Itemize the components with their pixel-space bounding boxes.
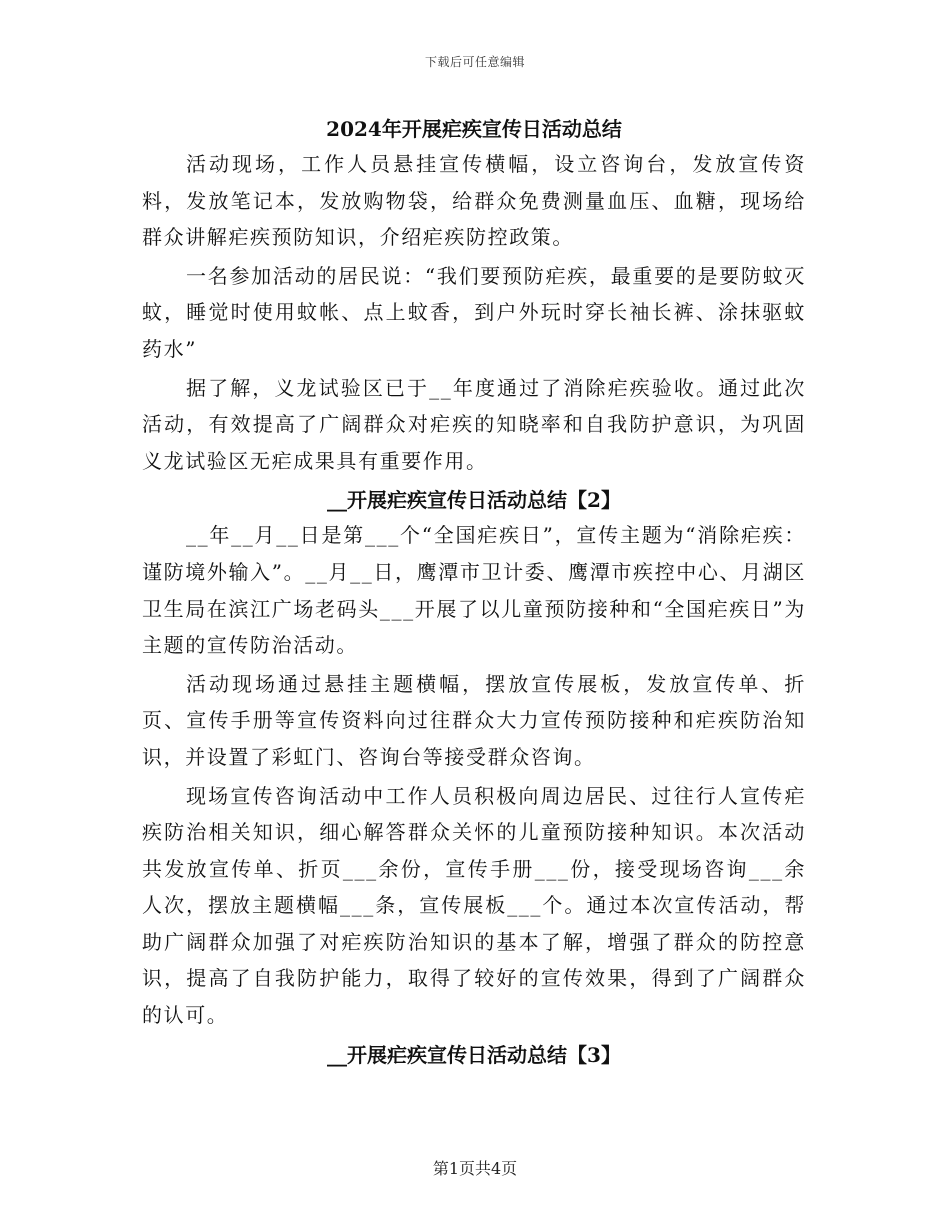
section-1-paragraph-3: 据了解，义龙试验区已于__年度通过了消除疟疾验收。通过此次活动，有效提高了广阔群众对疟疾的知晓率和自我防护意识，为巩固义龙试验区无疟成果具有重要作用。 [142, 375, 806, 473]
section-2-paragraph-2: 活动现场通过悬挂主题横幅，摆放宣传展板，发放宣传单、折页、宣传手册等宣传资料向过往群众大力宣传预防接种和疟疾防治知识，并设置了彩虹门、咨询台等接受群众咨询。 [142, 671, 806, 769]
section-1-paragraph-1: 活动现场，工作人员悬挂宣传横幅，设立咨询台，发放宣传资料，发放笔记本，发放购物袋，给群众免费测量血压、血糖，现场给群众讲解疟疾预防知识，介绍疟疾防控政策。 [142, 152, 806, 250]
header-note: 下载后可任意编辑 [424, 55, 525, 69]
page-footer: 第1页共4页 [432, 1159, 518, 1178]
section-2-paragraph-3: 现场宣传咨询活动中工作人员积极向周边居民、过往行人宣传疟疾防治相关知识，细心解答群众关怀的儿童预防接种知识。本次活动共发放宣传单、折页___余份，宣传手册___份，接受现场咨询___余人次，摆放主题横幅___条，宣传展板___个。通过本次宣传活动，帮助广阔群众加强了对疟疾防治知识的基本了解，增强了群众的防控意识，提高了自我防护能力，取得了较好的宣传效果，得到了广阔群众的认可。 [142, 783, 806, 1028]
section-2-paragraph-1: __年__月__日是第___个“全国疟疾日”，宣传主题为“消除疟疾：谨防境外输入”。__月__日，鹰潭市卫计委、鹰潭市疾控中心、月湖区卫生局在滨江广场老码头___开展了以儿童预防接种和“全国疟疾日”为主题的宣传防治活动。 [142, 523, 806, 658]
document-body [142, 112, 806, 1072]
section-1-paragraph-2: 一名参加活动的居民说：“我们要预防疟疾，最重要的是要防蚊灭蚊，睡觉时使用蚊帐、点上蚊香，到户外玩时穿长袖长裤、涂抹驱蚊药水” [142, 263, 806, 361]
section-3-heading: __开展疟疾宣传日活动总结【3】 [327, 1042, 621, 1067]
section-2-heading: __开展疟疾宣传日活动总结【2】 [327, 488, 621, 513]
section-1-heading: 2024年开展疟疾宣传日活动总结 [326, 117, 622, 141]
